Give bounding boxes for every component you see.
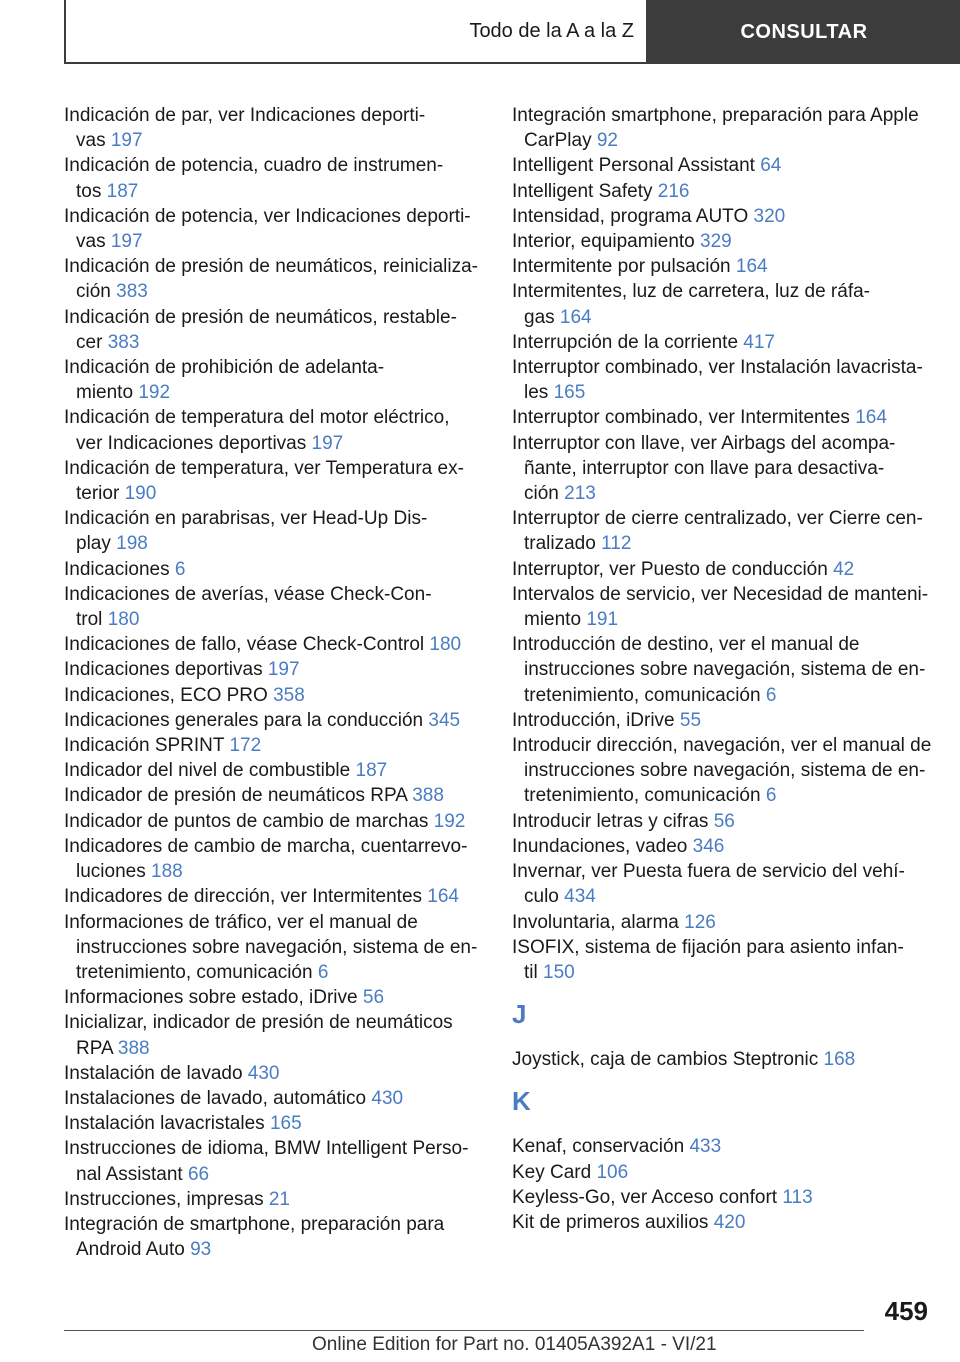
index-entry xyxy=(64,1136,484,1186)
index-entry-text: Intermitente por pulsación xyxy=(512,256,731,278)
page-reference-link[interactable]: 56 xyxy=(362,987,385,1009)
index-entry-text: Introducir dirección, navegación, ver el manual de xyxy=(512,735,932,757)
index-entry xyxy=(512,910,937,935)
page-reference-link[interactable]: 180 xyxy=(107,609,140,631)
index-entry xyxy=(64,783,484,808)
index-entry-line xyxy=(64,657,484,682)
index-entry-line xyxy=(64,279,484,304)
index-entry-text: Indicación de par, ver Indicaciones deporti- xyxy=(64,105,426,126)
index-entry xyxy=(64,1010,484,1060)
index-entry-line xyxy=(512,557,937,582)
index-entry xyxy=(512,506,937,556)
index-entry-line xyxy=(64,985,484,1010)
index-entry-line xyxy=(64,1036,484,1061)
index-entry-text: luciones xyxy=(76,861,146,883)
page-reference-link[interactable]: 56 xyxy=(713,810,735,832)
index-entry-line xyxy=(64,330,484,355)
index-entry-text: Joystick, caja de cambios Steptronic xyxy=(512,1049,819,1071)
index-entry-line xyxy=(512,179,937,204)
index-entry-line xyxy=(64,481,484,506)
index-entry-text: Introducción, iDrive xyxy=(512,709,675,731)
index-group-k xyxy=(512,1134,937,1235)
index-entry xyxy=(64,708,484,733)
index-entry-line xyxy=(64,1212,484,1237)
index-entry xyxy=(512,103,937,153)
page-reference-link[interactable]: 55 xyxy=(679,709,702,731)
index-entry-text: Invernar, ver Puesta fuera de servicio del vehí- xyxy=(512,861,905,883)
index-entry-text: tretenimiento, comunicación xyxy=(76,961,313,983)
index-entry xyxy=(512,557,937,582)
page-reference-link[interactable]: 172 xyxy=(229,735,262,757)
index-entry-line xyxy=(512,330,937,355)
index-entry-text: Integración smartphone, preparación para Apple xyxy=(512,105,919,126)
index-entry xyxy=(64,809,484,834)
page-number: 459 xyxy=(884,1296,928,1326)
index-entry-text: Intermitentes, luz de carretera, luz de ráfa- xyxy=(512,281,870,303)
index-entry-text: Intervalos de servicio, ver Necesidad de manteni- xyxy=(512,583,929,605)
index-entry-text: culo xyxy=(524,886,559,908)
page-reference-link[interactable]: 6 xyxy=(765,785,777,807)
index-entry-text: terior xyxy=(76,483,120,505)
index-entry xyxy=(512,582,937,632)
index-entry xyxy=(64,305,484,355)
page-reference-link[interactable]: 6 xyxy=(765,684,777,706)
index-entry xyxy=(512,254,937,279)
index-entry-text: Intelligent Personal Assistant xyxy=(512,155,755,177)
index-entry-text: Indicación de temperatura del motor eléctrico, xyxy=(64,407,450,429)
index-entry-text: Instrucciones, impresas xyxy=(64,1188,264,1210)
index-entry-line xyxy=(64,1086,484,1111)
index-entry-text: Informaciones sobre estado, iDrive xyxy=(64,987,358,1009)
page-reference-link[interactable]: 383 xyxy=(116,281,148,303)
header-bar xyxy=(64,0,960,64)
index-entry-text: Informaciones de tráfico, ver el manual de xyxy=(64,911,418,933)
index-entry-line xyxy=(512,1134,937,1159)
page-reference-link[interactable]: 430 xyxy=(247,1062,280,1084)
index-entry-line xyxy=(64,1187,484,1212)
page-reference-link[interactable]: 329 xyxy=(700,231,732,253)
page-reference-link[interactable]: 6 xyxy=(317,961,329,983)
index-entry-line xyxy=(64,531,484,556)
index-entry-line xyxy=(64,1061,484,1086)
index-entry-text: Involuntaria, alarma xyxy=(512,911,679,933)
index-entry xyxy=(64,153,484,203)
index-entry-text: instrucciones sobre navegación, sistema de en- xyxy=(76,936,478,958)
index-entry xyxy=(64,456,484,506)
index-entry xyxy=(512,1134,937,1159)
index-entry-line xyxy=(64,683,484,708)
index-entry-text: gas xyxy=(524,306,555,328)
index-entry-text: les xyxy=(524,382,549,404)
index-entry-line xyxy=(512,481,937,506)
index-entry-line xyxy=(512,531,937,556)
page-reference-link[interactable]: 192 xyxy=(433,810,466,832)
index-entry-text: Indicación de potencia, ver Indicaciones deporti- xyxy=(64,205,471,227)
index-entry xyxy=(64,910,484,986)
page-reference-link[interactable]: 187 xyxy=(355,760,388,782)
index-entry-text: Indicación de potencia, cuadro de instrumen- xyxy=(64,155,444,177)
index-entry xyxy=(64,758,484,783)
index-entry-line xyxy=(64,179,484,204)
index-entry xyxy=(512,834,937,859)
index-entry-text: Indicador de presión de neumáticos RPA xyxy=(64,785,407,807)
index-entry-text: Indicadores de cambio de marcha, cuentarrevo- xyxy=(64,835,468,857)
index-entry-line xyxy=(64,305,484,330)
index-entry xyxy=(512,1047,937,1072)
index-entry xyxy=(512,859,937,909)
index-entry-line xyxy=(512,960,937,985)
index-entry-line xyxy=(512,1160,937,1185)
index-entry-line xyxy=(512,355,937,380)
index-entry-text: tretenimiento, comunicación xyxy=(524,785,761,807)
index-entry xyxy=(512,204,937,229)
index-entry xyxy=(64,355,484,405)
index-entry-text: Indicaciones de fallo, véase Check-Control xyxy=(64,634,425,656)
index-entry-line xyxy=(512,456,937,481)
index-entry-line xyxy=(512,153,937,178)
index-entry-line xyxy=(512,506,937,531)
index-entry xyxy=(64,985,484,1010)
index-entry xyxy=(64,405,484,455)
index-entry-line xyxy=(64,1010,484,1035)
index-entry-text: Indicaciones, ECO PRO xyxy=(64,684,268,706)
index-group-j xyxy=(512,1047,937,1072)
index-entry-line xyxy=(64,834,484,859)
index-entry-text: Integración de smartphone, preparación para xyxy=(64,1213,445,1235)
page-reference-link[interactable]: 388 xyxy=(412,785,444,807)
index-entry-line xyxy=(512,733,937,758)
index-entry-line xyxy=(512,910,937,935)
index-entry xyxy=(64,1187,484,1212)
index-entry-text: Interruptor combinado, ver Instalación lavacrista- xyxy=(512,357,923,379)
index-entry-line xyxy=(512,1185,937,1210)
index-entry-text: ñante, interruptor con llave para desactiva- xyxy=(524,457,885,479)
index-entry-line xyxy=(64,204,484,229)
index-entry-text: miento xyxy=(524,609,582,631)
index-entry-text: nal Assistant xyxy=(76,1163,183,1185)
index-entry-line xyxy=(64,758,484,783)
index-entry-line xyxy=(64,254,484,279)
index-entry-text: vas xyxy=(76,231,106,253)
index-entry-line xyxy=(64,405,484,430)
index-entry-text: instrucciones sobre navegación, sistema de en- xyxy=(524,659,926,681)
index-entry-line xyxy=(512,128,937,153)
page-reference-link[interactable]: 164 xyxy=(855,407,887,429)
index-entry xyxy=(512,405,937,430)
index-entry xyxy=(512,733,937,809)
index-entry xyxy=(512,229,937,254)
index-entry-text: Indicador del nivel de combustible xyxy=(64,760,351,782)
index-entry-line xyxy=(64,128,484,153)
index-entry xyxy=(512,153,937,178)
page-reference-link[interactable]: 197 xyxy=(110,130,143,152)
tab-a-to-z[interactable]: Todo de la A a la Z xyxy=(64,0,648,64)
index-entry-line xyxy=(64,582,484,607)
index-group-i xyxy=(512,103,937,985)
index-entry xyxy=(64,1086,484,1111)
index-entry xyxy=(512,1160,937,1185)
page-reference-link[interactable]: 430 xyxy=(371,1087,404,1109)
page-reference-link[interactable]: 164 xyxy=(427,886,459,908)
index-entry-line xyxy=(64,859,484,884)
index-entry xyxy=(64,204,484,254)
page-reference-link[interactable]: 190 xyxy=(124,483,157,505)
index-entry-text: Indicador de puntos de cambio de marchas xyxy=(64,810,429,832)
index-entry-line xyxy=(512,708,937,733)
index-entry-line xyxy=(64,1111,484,1136)
index-entry-line xyxy=(512,809,937,834)
index-entry-text: til xyxy=(524,961,538,983)
index-entry xyxy=(512,809,937,834)
index-entry-text: Indicación en parabrisas, ver Head-Up Dis- xyxy=(64,508,428,530)
section-letter-k: K xyxy=(512,1086,531,1117)
page-reference-link[interactable]: 197 xyxy=(311,432,344,454)
index-entry-text: vas xyxy=(76,130,106,152)
index-entry-text: Kit de primeros auxilios xyxy=(512,1211,709,1233)
index-entry-text: Indicaciones de averías, véase Check-Con- xyxy=(64,583,432,605)
page-reference-link[interactable]: 197 xyxy=(110,231,143,253)
index-entry-line xyxy=(64,632,484,657)
index-entry xyxy=(64,254,484,304)
index-entry-text: Indicación de presión de neumáticos, restable- xyxy=(64,306,457,328)
index-entry-text: miento xyxy=(76,382,134,404)
index-entry-line xyxy=(512,582,937,607)
index-entry-text: Android Auto xyxy=(76,1239,185,1261)
page-reference-link[interactable]: 188 xyxy=(151,861,183,883)
index-entry-line xyxy=(64,884,484,909)
index-entry-text: Instalación lavacristales xyxy=(64,1113,265,1135)
index-entry-text: Introducir letras y cifras xyxy=(512,810,709,832)
index-entry-text: Introducción de destino, ver el manual de xyxy=(512,634,860,656)
page-reference-link[interactable]: 383 xyxy=(107,331,140,353)
index-entry-text: RPA xyxy=(76,1037,113,1059)
page-reference-link[interactable]: 420 xyxy=(713,1211,746,1233)
index-entry-line xyxy=(64,809,484,834)
index-entry-text: Indicaciones xyxy=(64,558,170,580)
index-entry-line xyxy=(512,1210,937,1235)
index-entry-text: Instalaciones de lavado, automático xyxy=(64,1087,367,1109)
page-reference-link[interactable]: 106 xyxy=(596,1161,629,1183)
index-entry xyxy=(512,1210,937,1235)
page-reference-link[interactable]: 165 xyxy=(553,382,586,404)
page-reference-link[interactable]: 191 xyxy=(586,609,619,631)
index-entry-text: CarPlay xyxy=(524,130,592,152)
index-entry-text: ción xyxy=(524,483,559,505)
index-entry-line xyxy=(64,355,484,380)
page-reference-link[interactable]: 213 xyxy=(564,483,596,505)
index-entry-line xyxy=(512,279,937,304)
page-reference-link[interactable]: 150 xyxy=(543,961,575,983)
index-entry-line xyxy=(512,657,937,682)
index-entry-text: tretenimiento, comunicación xyxy=(524,684,761,706)
index-entry-text: trol xyxy=(76,609,103,631)
index-entry xyxy=(64,733,484,758)
index-entry-line xyxy=(512,305,937,330)
page-reference-link[interactable]: 192 xyxy=(138,382,171,404)
index-entry-line xyxy=(64,960,484,985)
index-entry-text: play xyxy=(76,533,111,555)
page-reference-link[interactable]: 433 xyxy=(689,1136,722,1158)
page-reference-link[interactable]: 164 xyxy=(735,256,768,278)
page-reference-link[interactable]: 66 xyxy=(187,1163,210,1185)
index-entry-text: Kenaf, conservación xyxy=(512,1136,685,1158)
index-entry-text: ISOFIX, sistema de fijación para asiento infan- xyxy=(512,936,904,958)
index-entry-line xyxy=(64,431,484,456)
tab-consultar[interactable]: CONSULTAR xyxy=(648,0,960,64)
index-entry-line xyxy=(512,683,937,708)
index-entry-line xyxy=(512,859,937,884)
index-entry xyxy=(64,884,484,909)
page-reference-link[interactable]: 320 xyxy=(753,205,786,227)
index-entry xyxy=(512,330,937,355)
index-entry xyxy=(512,279,937,329)
index-entry xyxy=(512,935,937,985)
footer-edition: Online Edition for Part no. 01405A392A1 - VI/21 xyxy=(312,1334,717,1355)
index-entry xyxy=(64,657,484,682)
index-entry xyxy=(64,103,484,153)
index-column-left xyxy=(64,103,484,1262)
index-entry-text: Intensidad, programa AUTO xyxy=(512,205,749,227)
page-reference-link[interactable]: 358 xyxy=(273,684,305,706)
index-entry-line xyxy=(64,1237,484,1262)
index-entry-line xyxy=(512,380,937,405)
index-entry-line xyxy=(64,910,484,935)
page-reference-link[interactable]: 187 xyxy=(106,180,139,202)
footer-divider xyxy=(64,1330,864,1331)
index-entry-line xyxy=(64,783,484,808)
index-entry xyxy=(64,1212,484,1262)
page-reference-link[interactable]: 126 xyxy=(684,911,716,933)
index-entry-text: Inicializar, indicador de presión de neumáticos xyxy=(64,1012,453,1034)
index-entry-text: Interior, equipamiento xyxy=(512,231,695,253)
page-reference-link[interactable]: 64 xyxy=(760,155,782,177)
index-entry-line xyxy=(64,456,484,481)
index-entry-text: cer xyxy=(76,331,103,353)
index-entry xyxy=(512,431,937,507)
index-entry xyxy=(64,683,484,708)
index-entry xyxy=(512,179,937,204)
page-reference-link[interactable]: 165 xyxy=(269,1113,302,1135)
page-reference-link[interactable]: 417 xyxy=(743,331,775,353)
index-entry-line xyxy=(64,733,484,758)
page-reference-link[interactable]: 92 xyxy=(596,130,618,152)
index-entry-text: tralizado xyxy=(524,533,596,555)
index-entry-text: Indicación de temperatura, ver Temperatura ex- xyxy=(64,457,464,479)
page-reference-link[interactable]: 21 xyxy=(268,1188,290,1210)
page-reference-link[interactable]: 93 xyxy=(190,1239,212,1261)
index-entry-text: Indicación de presión de neumáticos, reinicializa- xyxy=(64,256,479,278)
page-reference-link[interactable]: 42 xyxy=(833,558,855,580)
index-entry-text: Instrucciones de idioma, BMW Intelligent Perso- xyxy=(64,1138,469,1160)
page-reference-link[interactable]: 180 xyxy=(429,634,462,656)
index-entry-line xyxy=(64,153,484,178)
index-entry-text: ver Indicaciones deportivas xyxy=(76,432,307,454)
index-entry xyxy=(64,557,484,582)
index-entry-line xyxy=(512,1047,937,1072)
page-reference-link[interactable]: 197 xyxy=(267,659,300,681)
index-entry-line xyxy=(512,431,937,456)
page-reference-link[interactable]: 388 xyxy=(117,1037,150,1059)
index-entry xyxy=(512,1185,937,1210)
index-entry xyxy=(64,834,484,884)
index-entry-text: Instalación de lavado xyxy=(64,1062,243,1084)
index-entry-line xyxy=(512,607,937,632)
page-reference-link[interactable]: 164 xyxy=(559,306,592,328)
index-entry-text: Intelligent Safety xyxy=(512,180,653,202)
index-entry-line xyxy=(512,405,937,430)
index-column-right xyxy=(512,103,937,1235)
index-entry-line xyxy=(512,884,937,909)
index-entry-line xyxy=(64,103,484,128)
page-reference-link[interactable]: 198 xyxy=(116,533,148,555)
index-entry-line xyxy=(64,607,484,632)
index-entry-line xyxy=(512,632,937,657)
index-entry-text: Indicaciones deportivas xyxy=(64,659,263,681)
index-entry xyxy=(64,506,484,556)
page-reference-link[interactable]: 113 xyxy=(782,1186,813,1208)
index-entry-line xyxy=(64,506,484,531)
index-entry-text: Key Card xyxy=(512,1161,592,1183)
index-entry-line xyxy=(64,935,484,960)
page-reference-link[interactable]: 216 xyxy=(657,180,690,202)
page-reference-link[interactable]: 168 xyxy=(823,1049,856,1071)
index-entry-line xyxy=(512,834,937,859)
index-entry-text: Indicaciones generales para la conducción xyxy=(64,709,424,731)
index-entry-line xyxy=(64,380,484,405)
index-entry xyxy=(64,1111,484,1136)
index-entry-line xyxy=(64,229,484,254)
section-letter-j: J xyxy=(512,999,527,1030)
index-entry xyxy=(512,708,937,733)
index-entry-text: Indicadores de dirección, ver Intermitentes xyxy=(64,886,423,908)
index-entry xyxy=(64,582,484,632)
index-entry-line xyxy=(512,935,937,960)
index-entry-line xyxy=(512,783,937,808)
index-entry-text: Interruptor con llave, ver Airbags del acompa- xyxy=(512,432,896,454)
index-entry-text: Inundaciones, vadeo xyxy=(512,835,688,857)
index-entry xyxy=(64,1061,484,1086)
index-entry-text: Keyless-Go, ver Acceso confort xyxy=(512,1186,778,1208)
index-entry xyxy=(512,355,937,405)
index-entry-text: instrucciones sobre navegación, sistema de en- xyxy=(524,760,926,782)
index-entry-line xyxy=(512,204,937,229)
index-entry-text: Indicación SPRINT xyxy=(64,735,225,757)
page-reference-link[interactable]: 434 xyxy=(564,886,596,908)
index-entry xyxy=(512,632,937,708)
page-reference-link[interactable]: 346 xyxy=(692,835,725,857)
index-entry-line xyxy=(64,1136,484,1161)
index-entry-text: ción xyxy=(76,281,111,303)
index-entry-line xyxy=(64,708,484,733)
index-entry-line xyxy=(512,229,937,254)
index-entry-line xyxy=(512,758,937,783)
index-entry-line xyxy=(512,254,937,279)
index-entry-text: tos xyxy=(76,180,102,202)
index-entry-text: Interrupción de la corriente xyxy=(512,331,739,353)
page-reference-link[interactable]: 6 xyxy=(174,558,186,580)
index-entry-line xyxy=(64,557,484,582)
index-entry-text: Interruptor, ver Puesto de conducción xyxy=(512,558,828,580)
page-reference-link[interactable]: 345 xyxy=(428,709,461,731)
index-entry-text: Interruptor combinado, ver Intermitentes xyxy=(512,407,850,429)
index-entry-line xyxy=(512,103,937,128)
index-entry xyxy=(64,632,484,657)
page-reference-link[interactable]: 112 xyxy=(601,533,632,555)
index-entry-text: Indicación de prohibición de adelanta- xyxy=(64,357,385,379)
index-entry-text: Interruptor de cierre centralizado, ver Cierre cen- xyxy=(512,508,923,530)
index-entry-line xyxy=(64,1162,484,1187)
